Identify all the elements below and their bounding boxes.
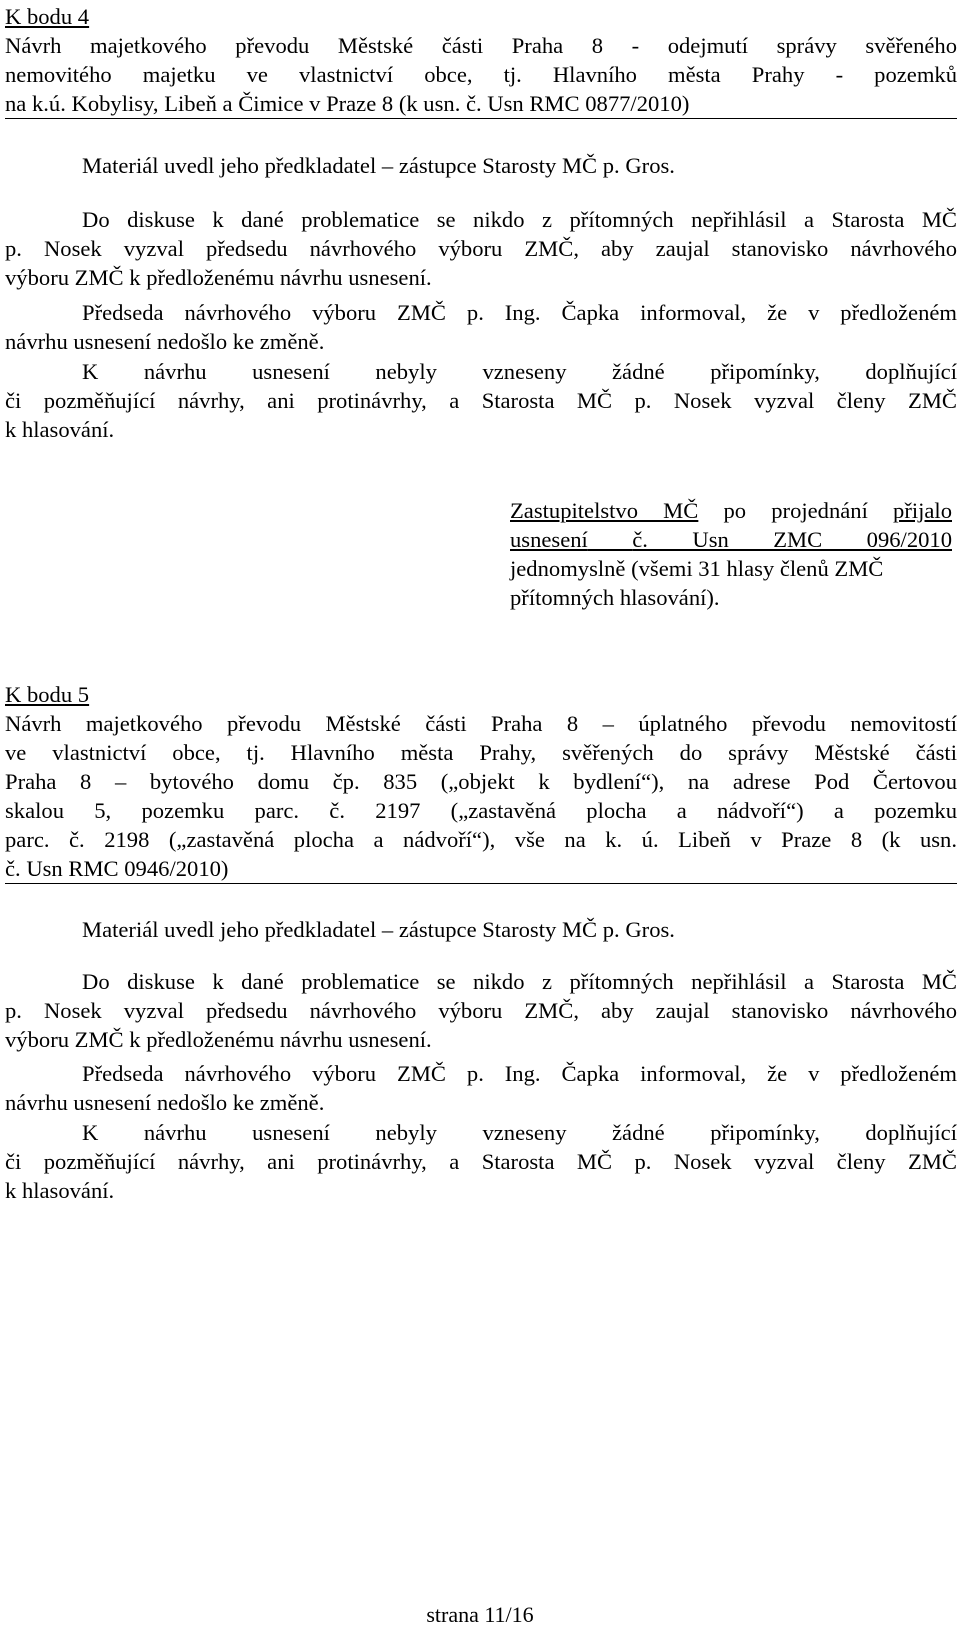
paragraph-line: p. Nosek vyzval předsedu návrhového výboru ZMČ, aby zaujal stanovisko návrhového [5,998,957,1023]
vote-call-paragraph [5,1118,957,1205]
paragraph-line: Do diskuse k dané problematice se nikdo z přítomných nepřihlásil a Starosta MČ [82,207,957,232]
adopted-label: přijalo [893,498,952,523]
paragraph-line: K návrhu usnesení nebyly vzneseny žádné připomínky, doplňující [82,1120,957,1145]
paragraph-line: k hlasování. [5,1178,115,1203]
item-title: K bodu 4 [5,4,90,29]
vote-call-paragraph [5,357,957,444]
resolution-line: jednomyslně (všemi 31 hlasy členů ZMČ [510,556,884,581]
item-title: K bodu 5 [5,682,90,707]
presenter-paragraph: Materiál uvedl jeho předkladatel – zástupce Starosty MČ p. Gros. [82,917,675,942]
heading-line: nemovitého majetku ve vlastnictví obce, tj. Hlavního města Prahy - pozemků [5,62,957,87]
resolution-word: usnesení [510,527,588,552]
paragraph-line: či pozměňující návrhy, ani protinávrhy, a Starosta MČ p. Nosek vyzval členy ZMČ [5,1149,957,1174]
council-label: Zastupitelstvo MČ [510,498,699,523]
heading-line: Návrh majetkového převodu Městské části Praha 8 – úplatného převodu nemovitostí [5,711,957,736]
paragraph-line: p. Nosek vyzval předsedu návrhového výboru ZMČ, aby zaujal stanovisko návrhového [5,236,957,261]
paragraph-line: výboru ZMČ k předloženému návrhu usnesení. [5,265,432,290]
heading-line: č. Usn RMC 0946/2010) [5,856,229,881]
resolution-line [510,496,952,525]
heading-line: ve vlastnictví obce, tj. Hlavního města Prahy, svěřených do správy Městské části [5,740,957,765]
committee-paragraph [5,1059,957,1117]
paragraph-line: výboru ZMČ k předloženému návrhu usnesení. [5,1027,432,1052]
paragraph-line: Předseda návrhového výboru ZMČ p. Ing. Čapka informoval, že v předloženém [82,300,957,325]
section-k-bodu-4 [5,2,957,119]
paragraph-line: návrhu usnesení nedošlo ke změně. [5,1090,325,1115]
heading-line: Návrh majetkového převodu Městské části Praha 8 - odejmutí správy svěřeného [5,33,957,58]
item-heading [5,709,957,884]
section-k-bodu-5 [5,680,957,884]
resolution-number: č. Usn ZMC 096/2010 [632,527,952,552]
committee-paragraph [5,298,957,356]
paragraph-line: Do diskuse k dané problematice se nikdo z přítomných nepřihlásil a Starosta MČ [82,969,957,994]
resolution-line [510,525,952,554]
paragraph-line: K návrhu usnesení nebyly vzneseny žádné připomínky, doplňující [82,359,957,384]
page-number: strana 11/16 [426,1602,534,1627]
resolution-block [510,496,952,612]
paragraph-line: Předseda návrhového výboru ZMČ p. Ing. Čapka informoval, že v předloženém [82,1061,957,1086]
heading-line: parc. č. 2198 („zastavěná plocha a nádvoří“), vše na k. ú. Libeň v Praze 8 (k usn. [5,827,957,852]
resolution-line: přítomných hlasování). [510,585,720,610]
discussion-paragraph [5,205,957,292]
heading-line: Praha 8 – bytového domu čp. 835 („objekt k bydlení“), na adrese Pod Čertovou [5,769,957,794]
discussion-paragraph [5,967,957,1054]
heading-line: skalou 5, pozemku parc. č. 2197 („zastavěná plocha a nádvoří“) a pozemku [5,798,957,823]
paragraph-line: k hlasování. [5,417,115,442]
item-heading [5,31,957,119]
after-discussion-text: po projednání [698,498,894,523]
paragraph-line: či pozměňující návrhy, ani protinávrhy, a Starosta MČ p. Nosek vyzval členy ZMČ [5,388,957,413]
paragraph-line: návrhu usnesení nedošlo ke změně. [5,329,325,354]
presenter-paragraph: Materiál uvedl jeho předkladatel – zástupce Starosty MČ p. Gros. [82,153,675,178]
heading-line: na k.ú. Kobylisy, Libeň a Čimice v Praze 8 (k usn. č. Usn RMC 0877/2010) [5,91,690,116]
